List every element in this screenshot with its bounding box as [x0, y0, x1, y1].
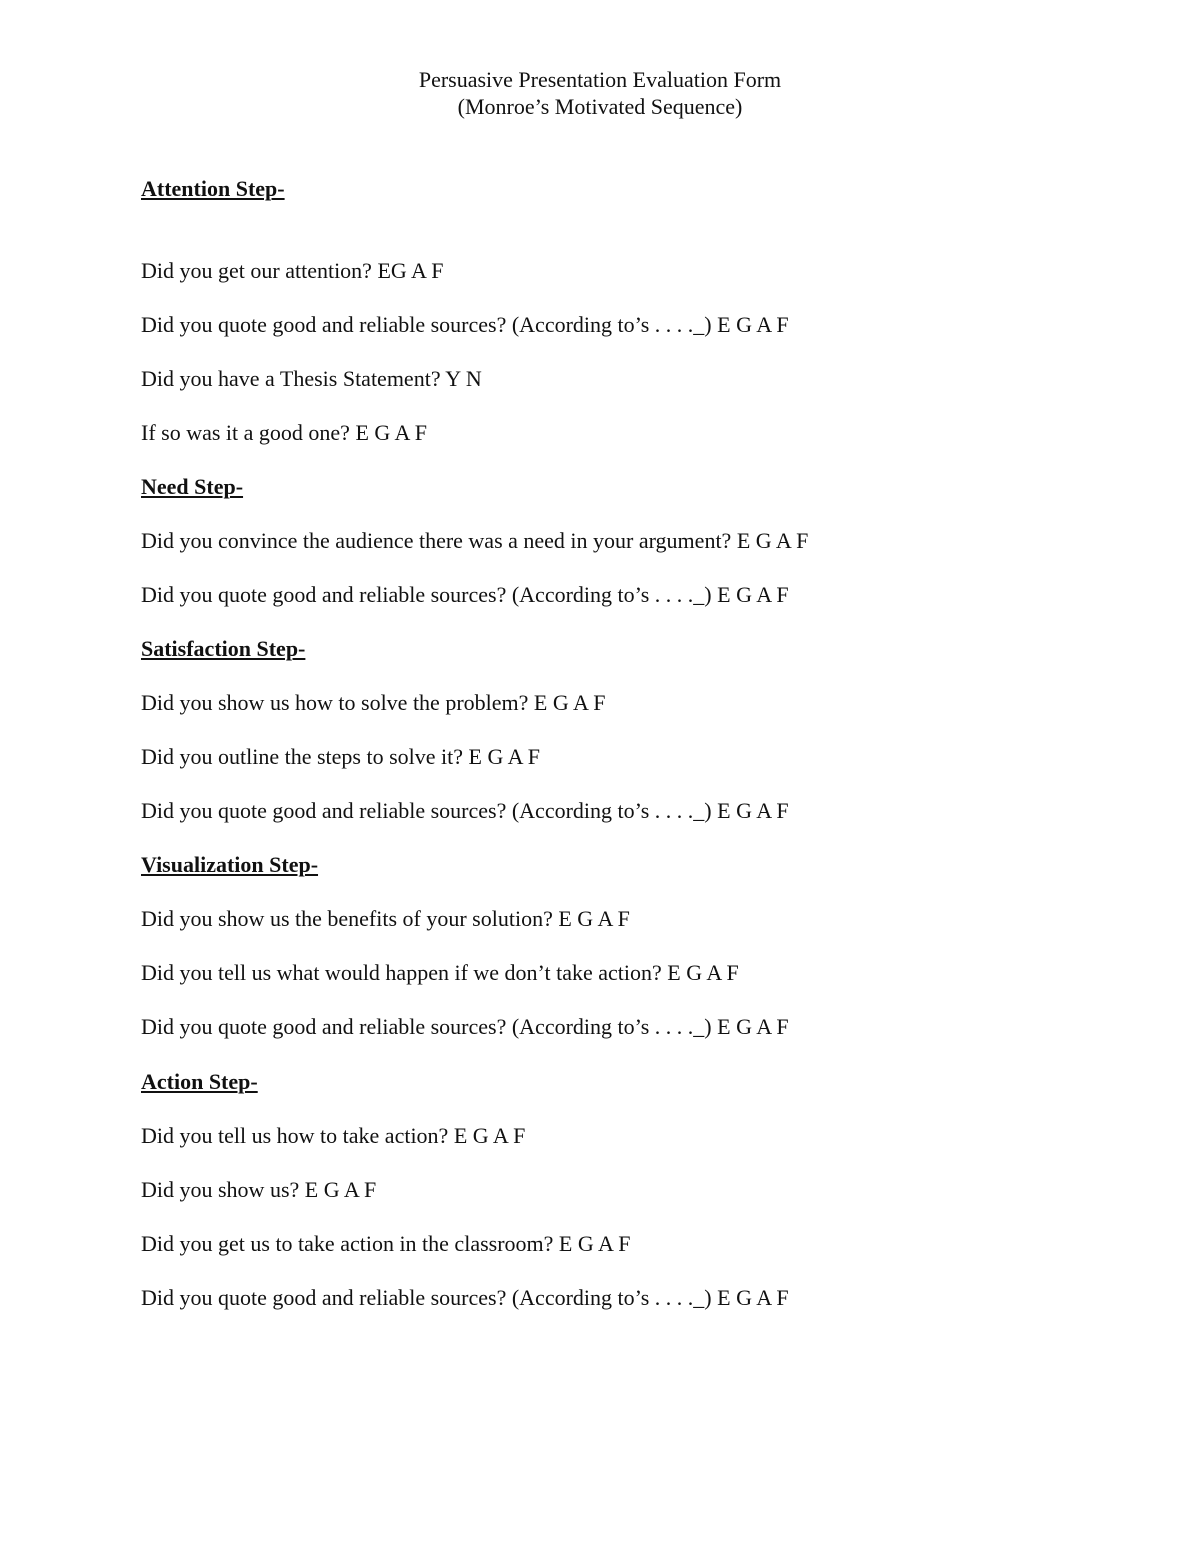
page-subtitle: (Monroe’s Motivated Sequence) — [457, 94, 743, 119]
question-action-3: Did you get us to take action in the classroom? E G A F — [141, 1231, 631, 1256]
section-heading-action: Action Step- — [141, 1069, 258, 1094]
question-satisfaction-3: Did you quote good and reliable sources? (According to’s . . . ._) E G A F — [141, 798, 789, 823]
question-action-1: Did you tell us how to take action? E G A F — [141, 1123, 526, 1148]
question-visualization-3: Did you quote good and reliable sources? (According to’s . . . ._) E G A F — [141, 1014, 789, 1039]
question-visualization-1: Did you show us the benefits of your solution? E G A F — [141, 906, 630, 931]
section-heading-need: Need Step- — [141, 474, 244, 499]
question-need-1: Did you convince the audience there was a need in your argument? E G A F — [141, 528, 809, 553]
question-action-2: Did you show us? E G A F — [141, 1177, 377, 1202]
question-visualization-2: Did you tell us what would happen if we don’t take action? E G A F — [141, 960, 739, 985]
section-heading-satisfaction: Satisfaction Step- — [141, 636, 306, 661]
question-attention-1: Did you get our attention? EG A F — [141, 258, 444, 283]
question-satisfaction-1: Did you show us how to solve the problem? E G A F — [141, 690, 606, 715]
page-title: Persuasive Presentation Evaluation Form — [418, 67, 782, 92]
question-attention-4: If so was it a good one? E G A F — [141, 420, 427, 445]
question-attention-2: Did you quote good and reliable sources? (According to’s . . . ._) E G A F — [141, 312, 789, 337]
question-action-4: Did you quote good and reliable sources? (According to’s . . . ._) E G A F — [141, 1285, 789, 1310]
section-heading-visualization: Visualization Step- — [141, 852, 319, 877]
question-satisfaction-2: Did you outline the steps to solve it? E G A F — [141, 744, 541, 769]
section-heading-attention: Attention Step- — [141, 176, 285, 201]
question-need-2: Did you quote good and reliable sources? (According to’s . . . ._) E G A F — [141, 582, 789, 607]
question-attention-3: Did you have a Thesis Statement? Y N — [141, 366, 482, 391]
title-block — [0, 66, 1200, 120]
